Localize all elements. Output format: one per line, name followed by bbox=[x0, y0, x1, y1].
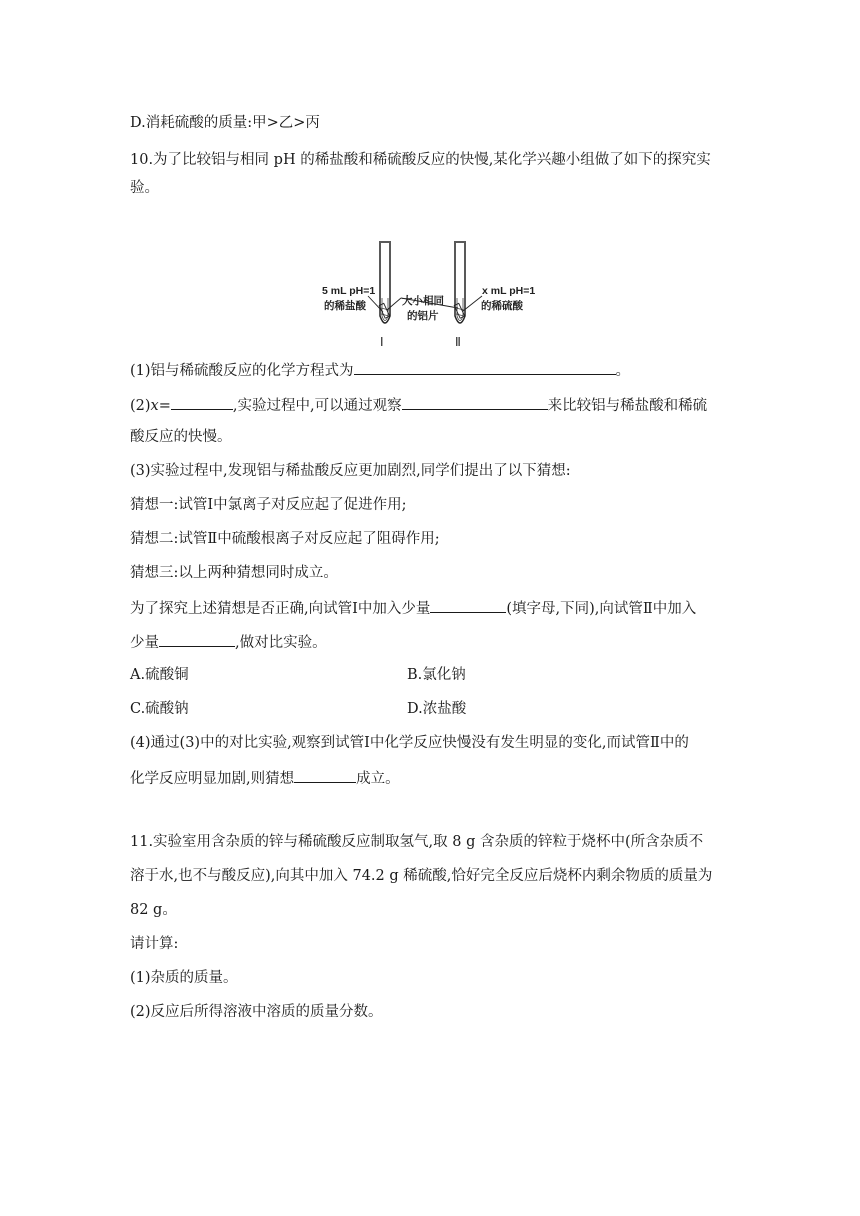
q10-stem-line2: 验。 bbox=[130, 180, 159, 196]
answer-blank-tube1[interactable] bbox=[430, 597, 506, 613]
tube1-label-line2: 的稀盐酸 bbox=[324, 300, 366, 312]
guess-1: 猜想一:试管Ⅰ中氯离子对反应起了促进作用; bbox=[130, 497, 407, 513]
q10-part1-end: 。 bbox=[615, 363, 631, 379]
q11-sub1: (1)杂质的质量。 bbox=[130, 970, 238, 986]
tube2-numeral: Ⅱ bbox=[455, 335, 461, 349]
q11-line4: 请计算: bbox=[130, 936, 179, 952]
q10-part3-q-line2-end: ,做对比实验。 bbox=[235, 635, 327, 651]
q10-part4-line2-end: 成立。 bbox=[356, 771, 400, 787]
q10-part1-text: (1)铝与稀硫酸反应的化学方程式为 bbox=[130, 363, 354, 379]
test-tube-1 bbox=[379, 242, 391, 323]
tube1-label-line1: 5 mL pH=1 bbox=[322, 285, 376, 297]
answer-blank-tube2[interactable] bbox=[159, 631, 235, 647]
tube2-label-line1: x mL pH=1 bbox=[482, 285, 536, 297]
q10-part2-var: x bbox=[150, 398, 159, 414]
guess-3: 猜想三:以上两种猜想同时成立。 bbox=[130, 565, 338, 581]
middle-label-line1: 大小相同 bbox=[402, 295, 444, 307]
q10-part2-line2: 酸反应的快慢。 bbox=[130, 429, 232, 445]
q10-part1 bbox=[130, 359, 750, 381]
answer-blank-x[interactable] bbox=[171, 394, 233, 410]
q10-part3-question bbox=[130, 597, 750, 619]
q9-option-d: D.消耗硫酸的质量:甲>乙>丙 bbox=[130, 115, 320, 131]
q11-line2: 溶于水,也不与酸反应),向其中加入 74.2 g 稀硫酸,恰好完全反应后烧杯内剩余物质的质量为 bbox=[130, 868, 713, 884]
q10-part3-question-line2 bbox=[130, 631, 750, 653]
q10-part4-line2-start: 化学反应明显加剧,则猜想 bbox=[130, 771, 295, 787]
q10-part3-q-mid: (填字母,下同),向试管Ⅱ中加入 bbox=[506, 601, 697, 617]
option-a: A.硫酸铜 bbox=[130, 667, 189, 683]
q10-part2-eq: = bbox=[158, 398, 171, 414]
q10-stem-line1: 10.为了比较铝与相同 pH 的稀盐酸和稀硫酸反应的快慢,某化学兴趣小组做了如下的探究实 bbox=[130, 152, 711, 168]
answer-blank-guess[interactable] bbox=[294, 767, 356, 783]
tube2-label-line2: 的稀硫酸 bbox=[481, 300, 523, 312]
q11-sub2: (2)反应后所得溶液中溶质的质量分数。 bbox=[130, 1004, 383, 1020]
q10-part4-line1: (4)通过(3)中的对比实验,观察到试管Ⅰ中化学反应快慢没有发生明显的变化,而试管Ⅱ中的 bbox=[130, 735, 689, 751]
answer-blank-observe[interactable] bbox=[402, 394, 548, 410]
test-tube-figure bbox=[318, 238, 548, 350]
middle-label-line2: 的铝片 bbox=[407, 310, 439, 322]
test-tube-2 bbox=[454, 242, 466, 323]
guess-2: 猜想二:试管Ⅱ中硫酸根离子对反应起了阻碍作用; bbox=[130, 531, 440, 547]
q11-line1: 11.实验室用含杂质的锌与稀硫酸反应制取氢气,取 8 g 含杂质的锌粒于烧杯中(所含杂质不 bbox=[130, 834, 704, 850]
option-b: B.氯化钠 bbox=[407, 667, 466, 683]
q10-part2-prefix: (2) bbox=[130, 398, 151, 414]
q10-part3-q-line2-start: 少量 bbox=[130, 635, 159, 651]
option-d: D.浓盐酸 bbox=[407, 701, 467, 717]
q10-part3-q-start: 为了探究上述猜想是否正确,向试管Ⅰ中加入少量 bbox=[130, 601, 431, 617]
q10-part4-line2 bbox=[130, 767, 750, 789]
q10-part3-intro: (3)实验过程中,发现铝与稀盐酸反应更加剧烈,同学们提出了以下猜想: bbox=[130, 463, 571, 479]
answer-blank-equation[interactable] bbox=[354, 359, 616, 375]
q11-line3: 82 g。 bbox=[130, 902, 177, 918]
q10-part2 bbox=[130, 394, 750, 416]
q10-part2-end: 来比较铝与稀盐酸和稀硫 bbox=[547, 398, 708, 414]
option-c: C.硫酸钠 bbox=[130, 701, 189, 717]
q10-part2-mid: ,实验过程中,可以通过观察 bbox=[232, 398, 402, 414]
tube1-numeral: Ⅰ bbox=[380, 335, 384, 349]
